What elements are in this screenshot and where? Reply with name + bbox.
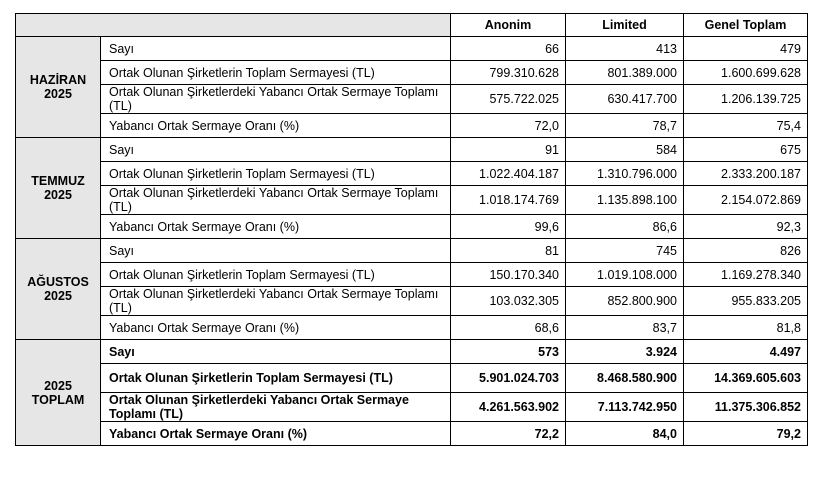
cell-anonim: 575.722.025 [451,85,566,114]
cell-limited: 7.113.742.950 [566,393,684,422]
row-label: Yabancı Ortak Sermaye Oranı (%) [101,422,451,446]
cell-anonim: 573 [451,340,566,364]
cell-limited: 3.924 [566,340,684,364]
cell-total: 826 [684,239,808,263]
row-label: Sayı [101,37,451,61]
period-label: 2025 [44,378,72,393]
table-row [16,422,808,446]
cell-limited: 83,7 [566,316,684,340]
cell-total: 92,3 [684,215,808,239]
cell-anonim: 150.170.340 [451,263,566,287]
cell-total: 11.375.306.852 [684,393,808,422]
cell-anonim: 799.310.628 [451,61,566,85]
table-row [16,364,808,393]
cell-total: 2.154.072.869 [684,186,808,215]
cell-limited: 84,0 [566,422,684,446]
cell-anonim: 99,6 [451,215,566,239]
row-label: Ortak Olunan Şirketlerdeki Yabancı Ortak Sermaye Toplamı (TL) [101,85,451,114]
row-label: Sayı [101,239,451,263]
foreign-capital-table [15,13,808,446]
row-label: Sayı [101,138,451,162]
period-year: 2025 [44,188,72,202]
period-cell-haziran [16,37,101,138]
header-row [16,14,808,37]
row-label: Ortak Olunan Şirketlerdeki Yabancı Ortak Sermaye Toplamı (TL) [101,287,451,316]
row-label: Yabancı Ortak Sermaye Oranı (%) [101,316,451,340]
cell-anonim: 5.901.024.703 [451,364,566,393]
table-row [16,239,808,263]
row-label: Ortak Olunan Şirketlerdeki Yabancı Ortak Sermaye Toplamı (TL) [101,186,451,215]
header-corner [16,14,451,37]
cell-limited: 801.389.000 [566,61,684,85]
cell-anonim: 81 [451,239,566,263]
cell-total: 75,4 [684,114,808,138]
cell-limited: 745 [566,239,684,263]
cell-total: 479 [684,37,808,61]
period-cell-toplam [16,340,101,446]
cell-anonim: 103.032.305 [451,287,566,316]
cell-limited: 584 [566,138,684,162]
cell-total: 1.169.278.340 [684,263,808,287]
table-row [16,138,808,162]
period-cell-temmuz [16,138,101,239]
row-label: Ortak Olunan Şirketlerin Toplam Sermayesi (TL) [101,162,451,186]
table-row [16,85,808,114]
cell-limited: 413 [566,37,684,61]
header-total: Genel Toplam [684,14,808,37]
row-label: Ortak Olunan Şirketlerin Toplam Sermayesi (TL) [101,61,451,85]
cell-total: 4.497 [684,340,808,364]
table-row [16,393,808,422]
cell-limited: 1.310.796.000 [566,162,684,186]
period-label: AĞUSTOS [27,275,89,289]
table-row [16,37,808,61]
table-row [16,263,808,287]
cell-total: 14.369.605.603 [684,364,808,393]
row-label: Yabancı Ortak Sermaye Oranı (%) [101,215,451,239]
table-row [16,114,808,138]
period-year: 2025 [44,87,72,101]
table-row [16,215,808,239]
row-label: Ortak Olunan Şirketlerin Toplam Sermayesi (TL) [101,364,451,393]
period-label: HAZİRAN [29,73,87,87]
cell-limited: 852.800.900 [566,287,684,316]
cell-anonim: 68,6 [451,316,566,340]
period-cell-agustos [16,239,101,340]
table-row [16,162,808,186]
cell-total: 1.206.139.725 [684,85,808,114]
row-label: Ortak Olunan Şirketlerdeki Yabancı Ortak Sermaye Toplamı (TL) [101,393,451,422]
table-row [16,61,808,85]
header-anonim: Anonim [451,14,566,37]
cell-anonim: 72,0 [451,114,566,138]
row-label: Yabancı Ortak Sermaye Oranı (%) [101,114,451,138]
cell-total: 79,2 [684,422,808,446]
period-year: 2025 [44,289,72,303]
cell-limited: 1.135.898.100 [566,186,684,215]
cell-limited: 630.417.700 [566,85,684,114]
cell-limited: 1.019.108.000 [566,263,684,287]
row-label: Ortak Olunan Şirketlerin Toplam Sermayesi (TL) [101,263,451,287]
table-row [16,287,808,316]
cell-total: 675 [684,138,808,162]
cell-total: 955.833.205 [684,287,808,316]
cell-limited: 78,7 [566,114,684,138]
row-label: Sayı [101,340,451,364]
cell-anonim: 1.018.174.769 [451,186,566,215]
cell-total: 81,8 [684,316,808,340]
cell-total: 2.333.200.187 [684,162,808,186]
cell-total: 1.600.699.628 [684,61,808,85]
period-year: TOPLAM [31,392,85,407]
table-row [16,186,808,215]
cell-anonim: 1.022.404.187 [451,162,566,186]
header-limited: Limited [566,14,684,37]
cell-limited: 8.468.580.900 [566,364,684,393]
table-row [16,316,808,340]
period-label: TEMMUZ [31,174,85,188]
cell-anonim: 72,2 [451,422,566,446]
cell-anonim: 4.261.563.902 [451,393,566,422]
cell-anonim: 66 [451,37,566,61]
cell-limited: 86,6 [566,215,684,239]
cell-anonim: 91 [451,138,566,162]
table-row [16,340,808,364]
